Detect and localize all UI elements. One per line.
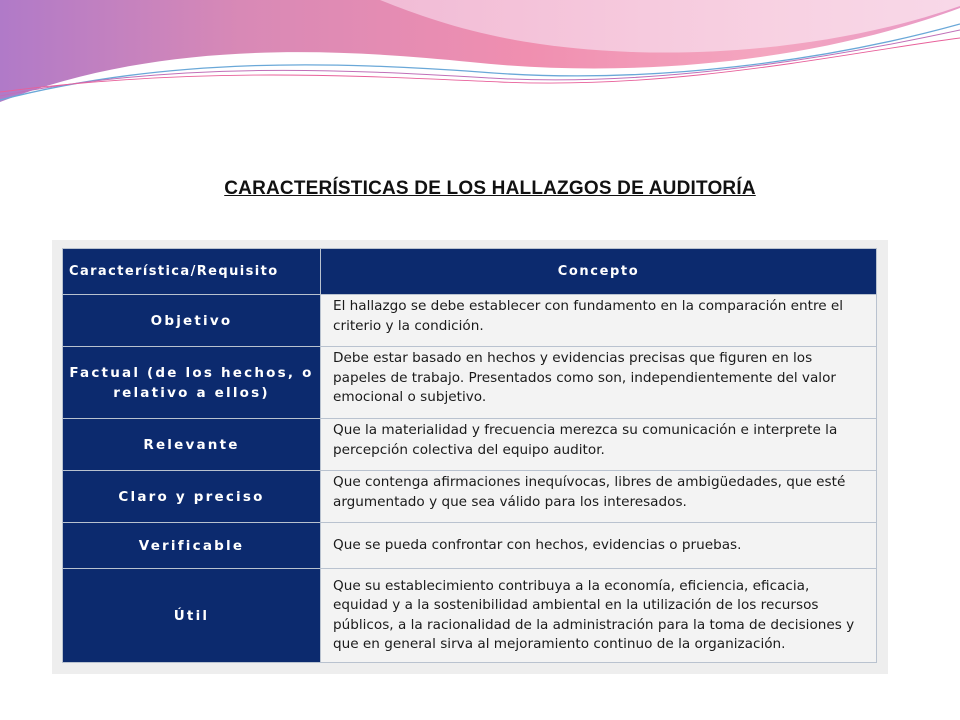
column-header-concept: Concepto [321, 249, 877, 295]
concept-cell: Debe estar basado en hechos y evidencias precisas que figuren en los papeles de trabajo. Presentados como son, independientemente del valor emocional o subjetivo. [321, 347, 877, 419]
table-row [63, 419, 877, 471]
characteristic-cell: Objetivo [63, 295, 321, 347]
characteristic-cell: Relevante [63, 419, 321, 471]
concept-cell: Que su establecimiento contribuya a la economía, eficiencia, eficacia, equidad y a la sostenibilidad ambiental en la utilización de los recursos públicos, a la racionalidad de la administración para la toma de decisiones y que en general sirva al mejoramiento continuo de la organización. [321, 569, 877, 663]
concept-cell: Que la materialidad y frecuencia merezca su comunicación e interprete la percepción colectiva del equipo auditor. [321, 419, 877, 471]
characteristic-cell: Útil [63, 569, 321, 663]
table-row [63, 347, 877, 419]
concept-cell: El hallazgo se debe establecer con fundamento en la comparación entre el criterio y la condición. [321, 295, 877, 347]
characteristics-table [62, 248, 877, 663]
table-row [63, 523, 877, 569]
column-header-characteristic: Característica/Requisito [63, 249, 321, 295]
characteristic-cell: Claro y preciso [63, 471, 321, 523]
table-header-row [63, 249, 877, 295]
characteristics-table-frame [52, 240, 888, 674]
characteristic-cell: Factual (de los hechos, o relativo a ellos) [63, 347, 321, 419]
characteristic-cell: Verificable [63, 523, 321, 569]
table-row [63, 295, 877, 347]
slide-title: CARACTERÍSTICAS DE LOS HALLAZGOS DE AUDITORÍA [224, 178, 756, 199]
table-row [63, 569, 877, 663]
table-row [63, 471, 877, 523]
concept-cell: Que contenga afirmaciones inequívocas, libres de ambigüedades, que esté argumentado y que sea válido para los interesados. [321, 471, 877, 523]
header-swoosh-decoration [0, 0, 960, 120]
concept-cell: Que se pueda confrontar con hechos, evidencias o pruebas. [321, 523, 877, 569]
